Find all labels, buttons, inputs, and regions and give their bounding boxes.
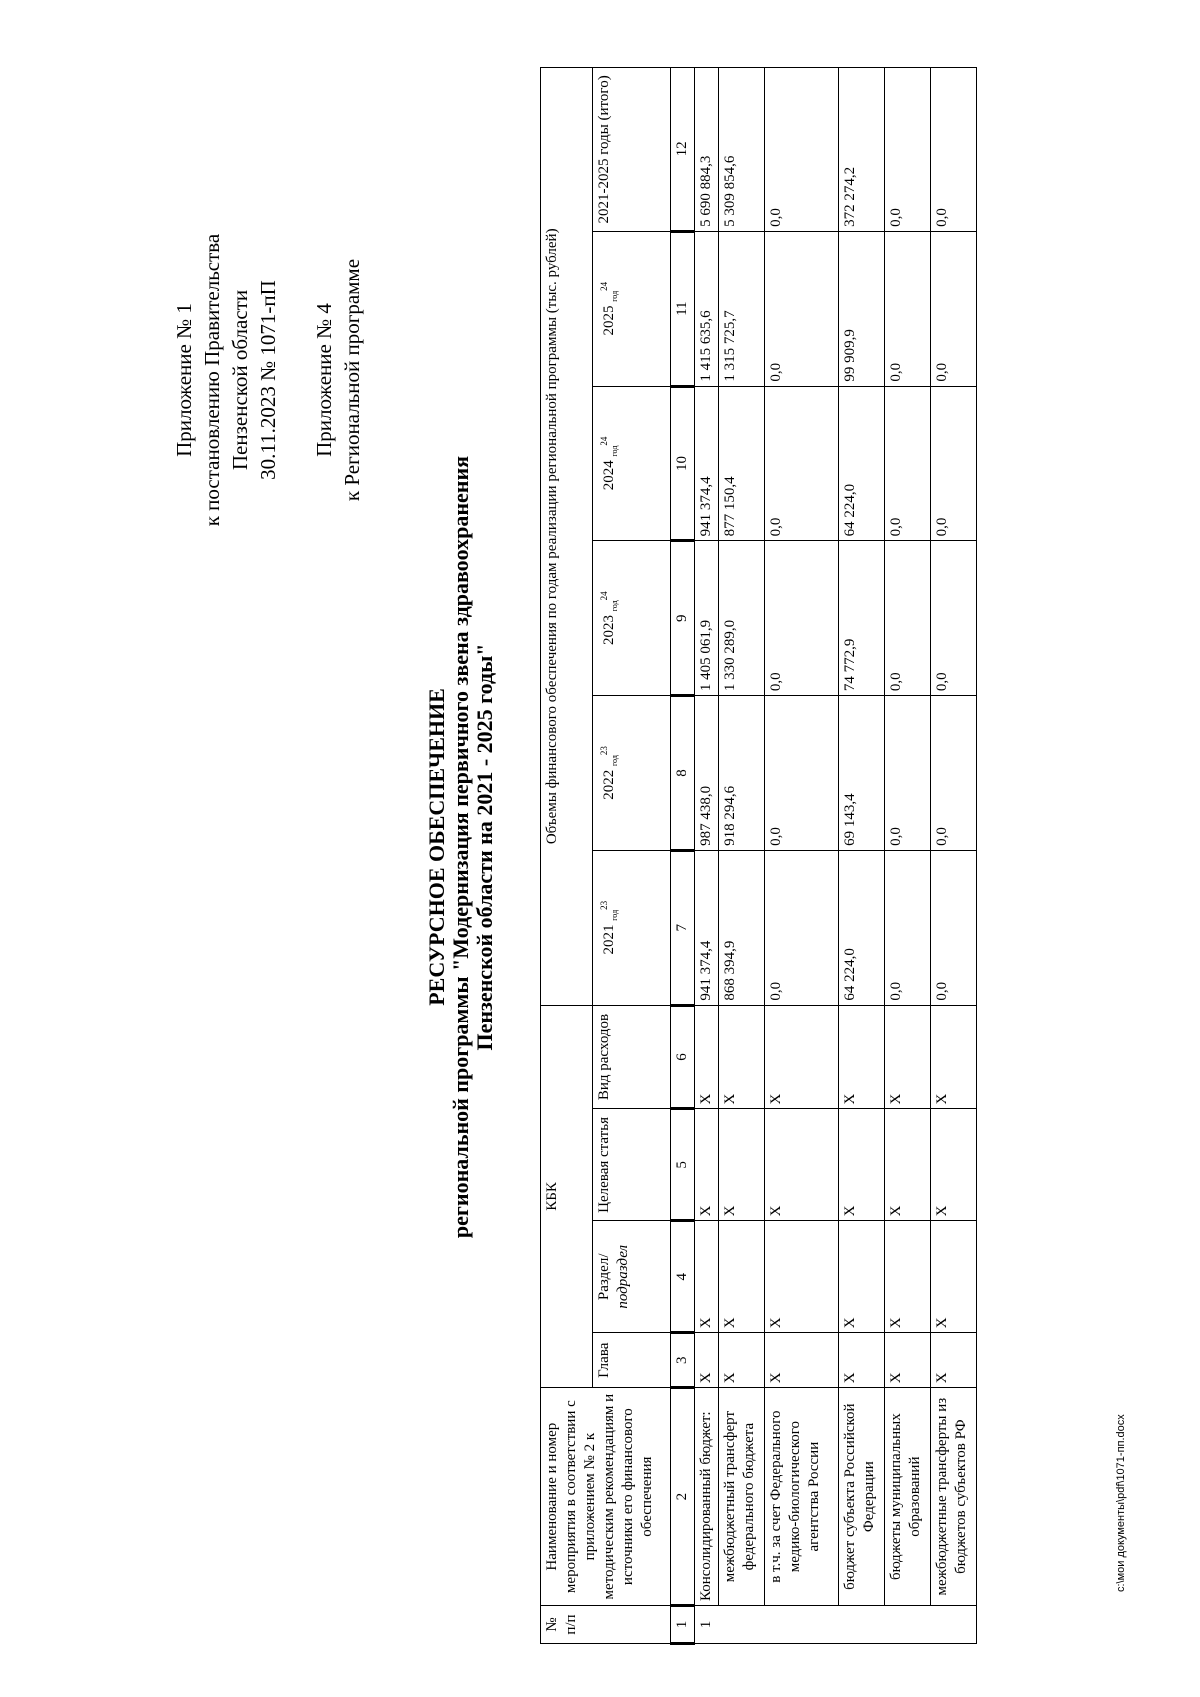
value-cell: 941 374,4 [695,386,719,541]
value-cell: 64 224,0 [839,850,885,1005]
header-row [541,68,593,1644]
kbk-cell: Х [885,1221,931,1333]
value-cell: 0,0 [885,68,931,232]
header-vid: Вид расходов [593,1005,671,1109]
kbk-cell: Х [931,1221,977,1333]
value-cell: 99 909,9 [839,231,885,386]
document-title [425,297,497,1397]
header-tsel: Целевая статья [593,1109,671,1221]
row-name: межбюджетные трансферты из бюджетов субъектов РФ [931,1388,977,1606]
header-name: Наименование и номер мероприятия в соответствии с приложением № 2 к методическим рекомендациям и источники его финансового обеспечения [541,1388,671,1606]
file-path-footer: c:\мои документы\pdf\1071-пп.docx [1115,1414,1127,1592]
appendix-1-line: 30.11.2023 № 1071-пП [256,280,280,480]
resource-table [540,67,977,1645]
colnum-cell: 7 [671,850,695,1005]
colnum-cell: 6 [671,1005,695,1109]
value-cell: 372 274,2 [839,68,885,232]
value-cell: 64 224,0 [839,386,885,541]
kbk-cell: Х [931,1333,977,1388]
kbk-cell: Х [695,1005,719,1109]
kbk-cell: Х [719,1333,765,1388]
value-cell: 987 438,0 [695,696,719,851]
value-cell: 0,0 [885,231,931,386]
header-glava: Глава [593,1333,671,1388]
kbk-cell: Х [765,1005,839,1109]
header-year: 2022 $_{год}^{23}$ [593,696,671,851]
appendix-1-line: к постановлению Правительства [200,233,224,527]
table-row [719,68,765,1644]
value-cell: 877 150,4 [719,386,765,541]
colnum-cell: 3 [671,1333,695,1388]
row-name: бюджеты муниципальных образований [885,1388,931,1606]
title-line: региональной программы "Модернизация первичного звена здравоохранения [448,455,473,1239]
table-row [839,68,885,1644]
value-cell: 941 374,4 [695,850,719,1005]
colnum-cell: 12 [671,68,695,232]
appendix-1-block [170,120,282,640]
header-year: 2023 $_{год}^{24}$ [593,541,671,696]
header-year: 2021 $_{год}^{23}$ [593,850,671,1005]
header-year: 2024 $_{год}^{24}$ [593,386,671,541]
kbk-cell: Х [719,1221,765,1333]
value-cell: 1 330 289,0 [719,541,765,696]
kbk-cell: Х [885,1333,931,1388]
row-name: бюджет субъекта Российской Федерации [839,1388,885,1606]
kbk-cell: Х [719,1109,765,1221]
colnum-cell: 11 [671,231,695,386]
value-cell: 5 690 884,3 [695,68,719,232]
header-volumes: Объемы финансового обеспечения по годам реализации региональной программы (тыс. рублей) [541,68,593,1006]
value-cell: 5 309 854,6 [719,68,765,232]
value-cell: 0,0 [931,231,977,386]
value-cell: 74 772,9 [839,541,885,696]
table-row [695,68,719,1644]
kbk-cell: Х [839,1005,885,1109]
kbk-cell: Х [885,1109,931,1221]
kbk-cell: Х [765,1221,839,1333]
header-razdel: Раздел/ подраздел [593,1221,671,1333]
value-cell: 868 394,9 [719,850,765,1005]
value-cell: 0,0 [765,850,839,1005]
header-year: 2025 $_{год}^{24}$ [593,231,671,386]
value-cell: 0,0 [931,696,977,851]
colnum-cell: 2 [671,1388,695,1606]
value-cell: 0,0 [765,541,839,696]
colnum-cell: 4 [671,1221,695,1333]
value-cell: 0,0 [885,386,931,541]
appendix-1-line: Пензенской области [228,289,252,471]
value-cell: 0,0 [885,696,931,851]
row-name: в т.ч. за счет Федерального медико-биологического агентства России [765,1388,839,1606]
value-cell: 0,0 [765,386,839,541]
colnum-cell: 1 [671,1606,695,1644]
kbk-cell: Х [695,1333,719,1388]
appendix-4-line: Приложение № 4 [312,303,336,457]
value-cell: 0,0 [765,231,839,386]
header-kbk: КБК [541,1005,593,1388]
kbk-cell: Х [695,1221,719,1333]
kbk-cell: Х [695,1109,719,1221]
kbk-cell: Х [839,1221,885,1333]
row-name: Консолидированный бюджет: [695,1388,719,1606]
kbk-cell: Х [719,1005,765,1109]
kbk-cell: Х [839,1109,885,1221]
colnum-cell: 8 [671,696,695,851]
appendix-1-line: Приложение № 1 [172,303,196,457]
kbk-cell: Х [931,1109,977,1221]
value-cell: 1 415 635,6 [695,231,719,386]
colnum-cell: 5 [671,1109,695,1221]
title-line: РЕСУРСНОЕ ОБЕСПЕЧЕНИЕ [424,688,449,1006]
column-number-row [671,68,695,1644]
row-name: межбюджетный трансферт федерального бюджета [719,1388,765,1606]
table-row [885,68,931,1644]
value-cell: 0,0 [931,541,977,696]
appendix-4-line: к Региональной программе [340,258,364,502]
header-total: 2021-2025 годы (итого) [593,68,671,232]
header-num: № п/п [541,1606,671,1644]
table-row [765,68,839,1644]
value-cell: 0,0 [931,386,977,541]
title-line: Пензенской области на 2021 - 2025 годы" [472,643,497,1051]
kbk-cell: Х [839,1333,885,1388]
row-number: 1 [695,1606,977,1644]
value-cell: 0,0 [765,696,839,851]
appendix-4-block [310,120,366,640]
value-cell: 918 294,6 [719,696,765,851]
kbk-cell: Х [931,1005,977,1109]
value-cell: 0,0 [931,850,977,1005]
value-cell: 0,0 [885,850,931,1005]
value-cell: 0,0 [765,68,839,232]
value-cell: 0,0 [885,541,931,696]
kbk-cell: Х [765,1109,839,1221]
kbk-cell: Х [765,1333,839,1388]
table-row [931,68,977,1644]
value-cell: 0,0 [931,68,977,232]
value-cell: 1 315 725,7 [719,231,765,386]
value-cell: 69 143,4 [839,696,885,851]
colnum-cell: 10 [671,386,695,541]
colnum-cell: 9 [671,541,695,696]
kbk-cell: Х [885,1005,931,1109]
value-cell: 1 405 061,9 [695,541,719,696]
